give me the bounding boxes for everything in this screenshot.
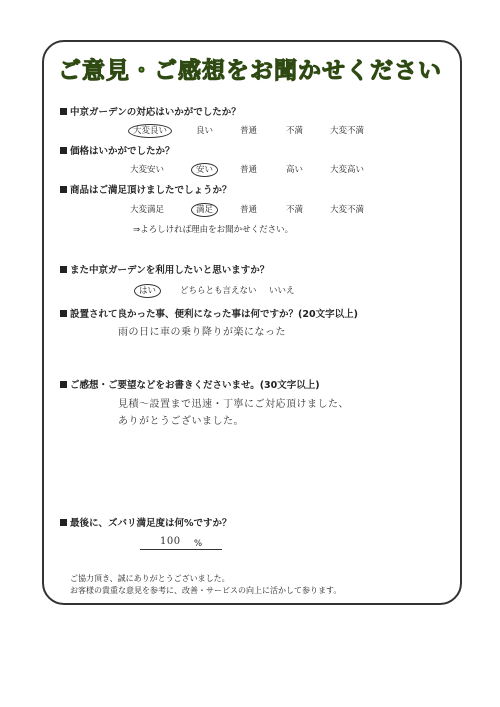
- option-selected-circle: 安い: [191, 163, 218, 177]
- question-reuse-label: また中京ガーデンを利用したいと思いますか？: [70, 265, 270, 276]
- option-service-4[interactable]: 不満: [286, 126, 304, 136]
- question-price: [60, 143, 175, 157]
- option-selected-circle: 大変良い: [128, 124, 172, 138]
- option-satisfaction-5[interactable]: 大変不満: [330, 205, 365, 215]
- question-satisfaction: [60, 182, 232, 196]
- answer-benefit[interactable]: 雨の日に車の乗り降りが楽になった: [118, 327, 286, 338]
- question-comments: [60, 377, 320, 391]
- option-service-5[interactable]: 大変不満: [330, 126, 365, 136]
- question-service-label: 中京ガーデンの対応はいかがでしたか？: [70, 107, 241, 118]
- score-unit: %: [194, 539, 203, 549]
- bullet-square-icon: [60, 310, 67, 317]
- score-underline: [140, 549, 222, 550]
- option-satisfaction-4[interactable]: 不満: [286, 205, 304, 215]
- score-value[interactable]: 100: [160, 536, 181, 547]
- option-service-2[interactable]: 良い: [196, 126, 214, 136]
- option-price-4[interactable]: 高い: [286, 165, 304, 175]
- question-comments-label: ご感想・ご要望などをお書きくださいませ。(30文字以上): [70, 380, 320, 391]
- question-benefit-label: 設置されて良かった事、便利になった事は何ですか？(20文字以上): [70, 309, 358, 320]
- option-service-1[interactable]: [133, 124, 172, 136]
- question-service: [60, 104, 241, 118]
- option-price-3[interactable]: 普通: [240, 165, 258, 175]
- question-reuse: [60, 262, 269, 276]
- bullet-square-icon: [60, 519, 67, 526]
- bullet-square-icon: [60, 381, 67, 388]
- footer-note: お客様の貴重な意見を参考に、改善・サービスの向上に活かして参ります。: [70, 586, 342, 595]
- question-benefit: [60, 306, 358, 320]
- question-score: [60, 515, 232, 529]
- option-service-3[interactable]: 普通: [240, 126, 258, 136]
- question-satisfaction-label: 商品はご満足頂けましたでしょうか？: [70, 185, 232, 196]
- option-price-2[interactable]: [196, 163, 218, 175]
- footer-thanks: ご協力頂き、誠にありがとうございました。: [70, 574, 230, 583]
- answer-comments-line2[interactable]: ありがとうございました。: [118, 416, 244, 427]
- bullet-square-icon: [60, 266, 67, 273]
- option-price-5[interactable]: 大変高い: [330, 165, 365, 175]
- bullet-square-icon: [60, 186, 67, 193]
- option-selected-circle: 満足: [191, 203, 218, 217]
- option-satisfaction-1[interactable]: 大変満足: [130, 205, 165, 215]
- option-reuse-1[interactable]: [139, 284, 161, 296]
- option-selected-circle: はい: [134, 284, 161, 298]
- option-satisfaction-2[interactable]: [196, 203, 218, 215]
- reason-prompt: ⇒よろしければ理由をお聞かせください。: [133, 225, 294, 235]
- bullet-square-icon: [60, 108, 67, 115]
- answer-comments-line1[interactable]: 見積～設置まで迅速・丁寧にご対応頂けました、: [118, 399, 349, 410]
- bullet-square-icon: [60, 147, 67, 154]
- option-reuse-3[interactable]: いいえ: [269, 286, 295, 296]
- option-satisfaction-3[interactable]: 普通: [240, 205, 258, 215]
- question-score-label: 最後に、ズバリ満足度は何%ですか？: [70, 518, 232, 529]
- option-price-1[interactable]: 大変安い: [130, 165, 165, 175]
- option-reuse-2[interactable]: どちらとも言えない: [180, 286, 257, 296]
- survey-title: ご意見・ご感想をお聞かせください: [58, 58, 442, 84]
- question-price-label: 価格はいかがでしたか？: [70, 146, 175, 157]
